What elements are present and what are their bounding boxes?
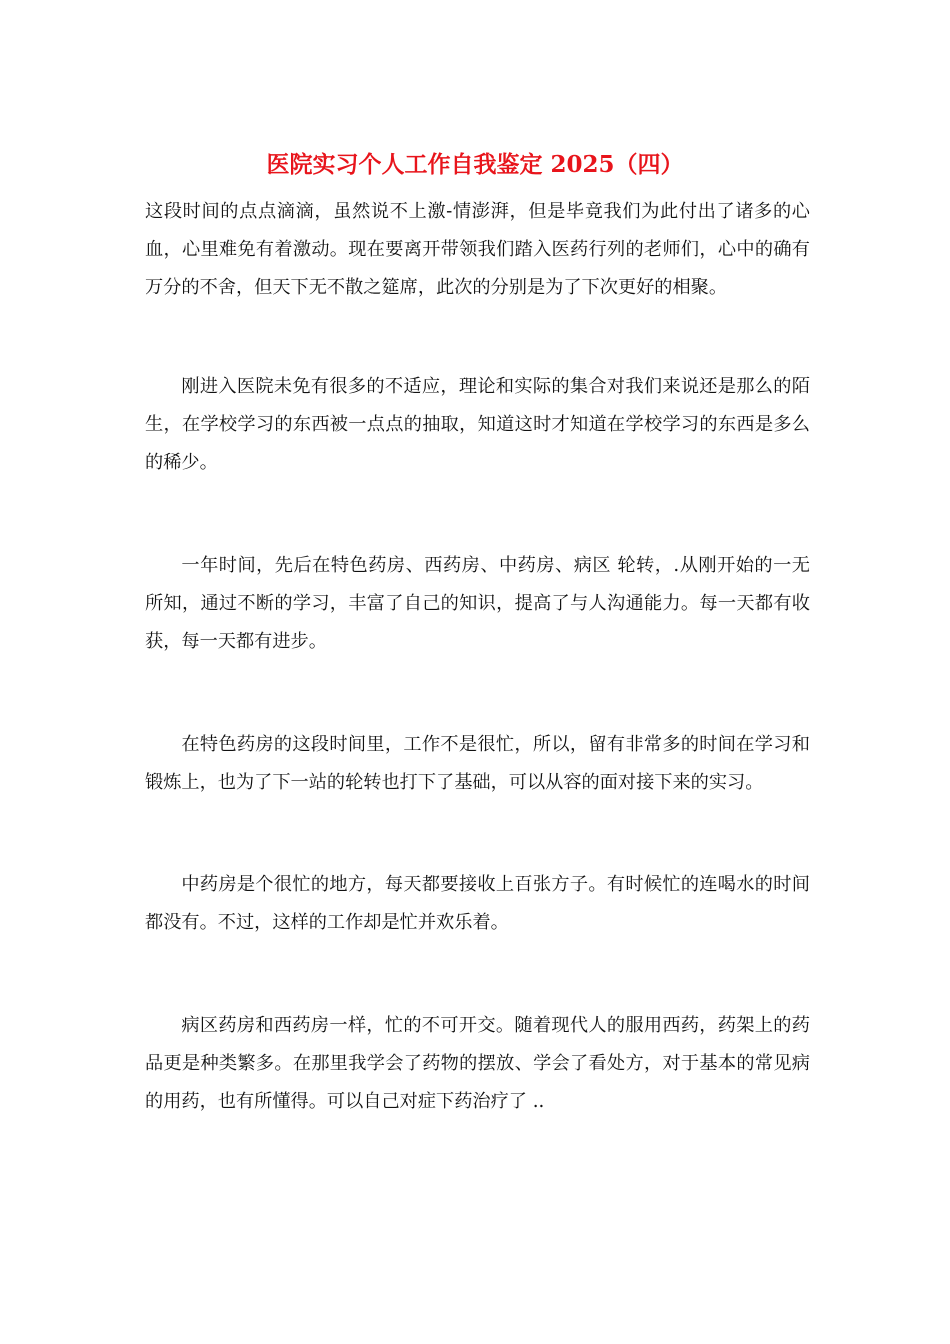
paragraph-first-arrival: 刚进入医院未免有很多的不适应，理论和实际的集合对我们来说还是那么的陌生，在学校学习的东西被一点点的抽取，知道这时才知道在学校学习的东西是多么的稀少。	[145, 376, 810, 473]
paragraph-specialty-pharmacy: 在特色药房的这段时间里，工作不是很忙，所以，留有非常多的时间在学习和锻炼上，也为了下一站的轮转也打下了基础，可以从容的面对接下来的实习。	[145, 734, 810, 793]
paragraph-chinese-pharmacy: 中药房是个很忙的地方，每天都要接收上百张方子。有时候忙的连喝水的时间都没有。不过，这样的工作却是忙并欢乐着。	[145, 874, 810, 933]
document-title: 医院实习个人工作自我鉴定 2025（四）	[266, 151, 684, 178]
paragraph-rotation: 一年时间，先后在特色药房、西药房、中药房、病区 轮转，.从刚开始的一无所知，通过不断的学习，丰富了自己的知识，提高了与人沟通能力。每一天都有收获，每一天都有进步。	[145, 555, 810, 652]
paragraph-ward-pharmacy: 病区药房和西药房一样，忙的不可开交。随着现代人的服用西药，药架上的药品更是种类繁多。在那里我学会了药物的摆放、学会了看处方，对于基本的常见病的用药，也有所懂得。可以自己对症下药治疗了 ..	[145, 1015, 810, 1112]
paragraph-intro: 这段时间的点点滴滴，虽然说不上激-情澎湃，但是毕竟我们为此付出了诸多的心血，心里难免有着激动。现在要离开带领我们踏入医药行列的老师们，心中的确有万分的不舍，但天下无不散之筵席，此次的分别是为了下次更好的相聚。	[145, 201, 810, 298]
